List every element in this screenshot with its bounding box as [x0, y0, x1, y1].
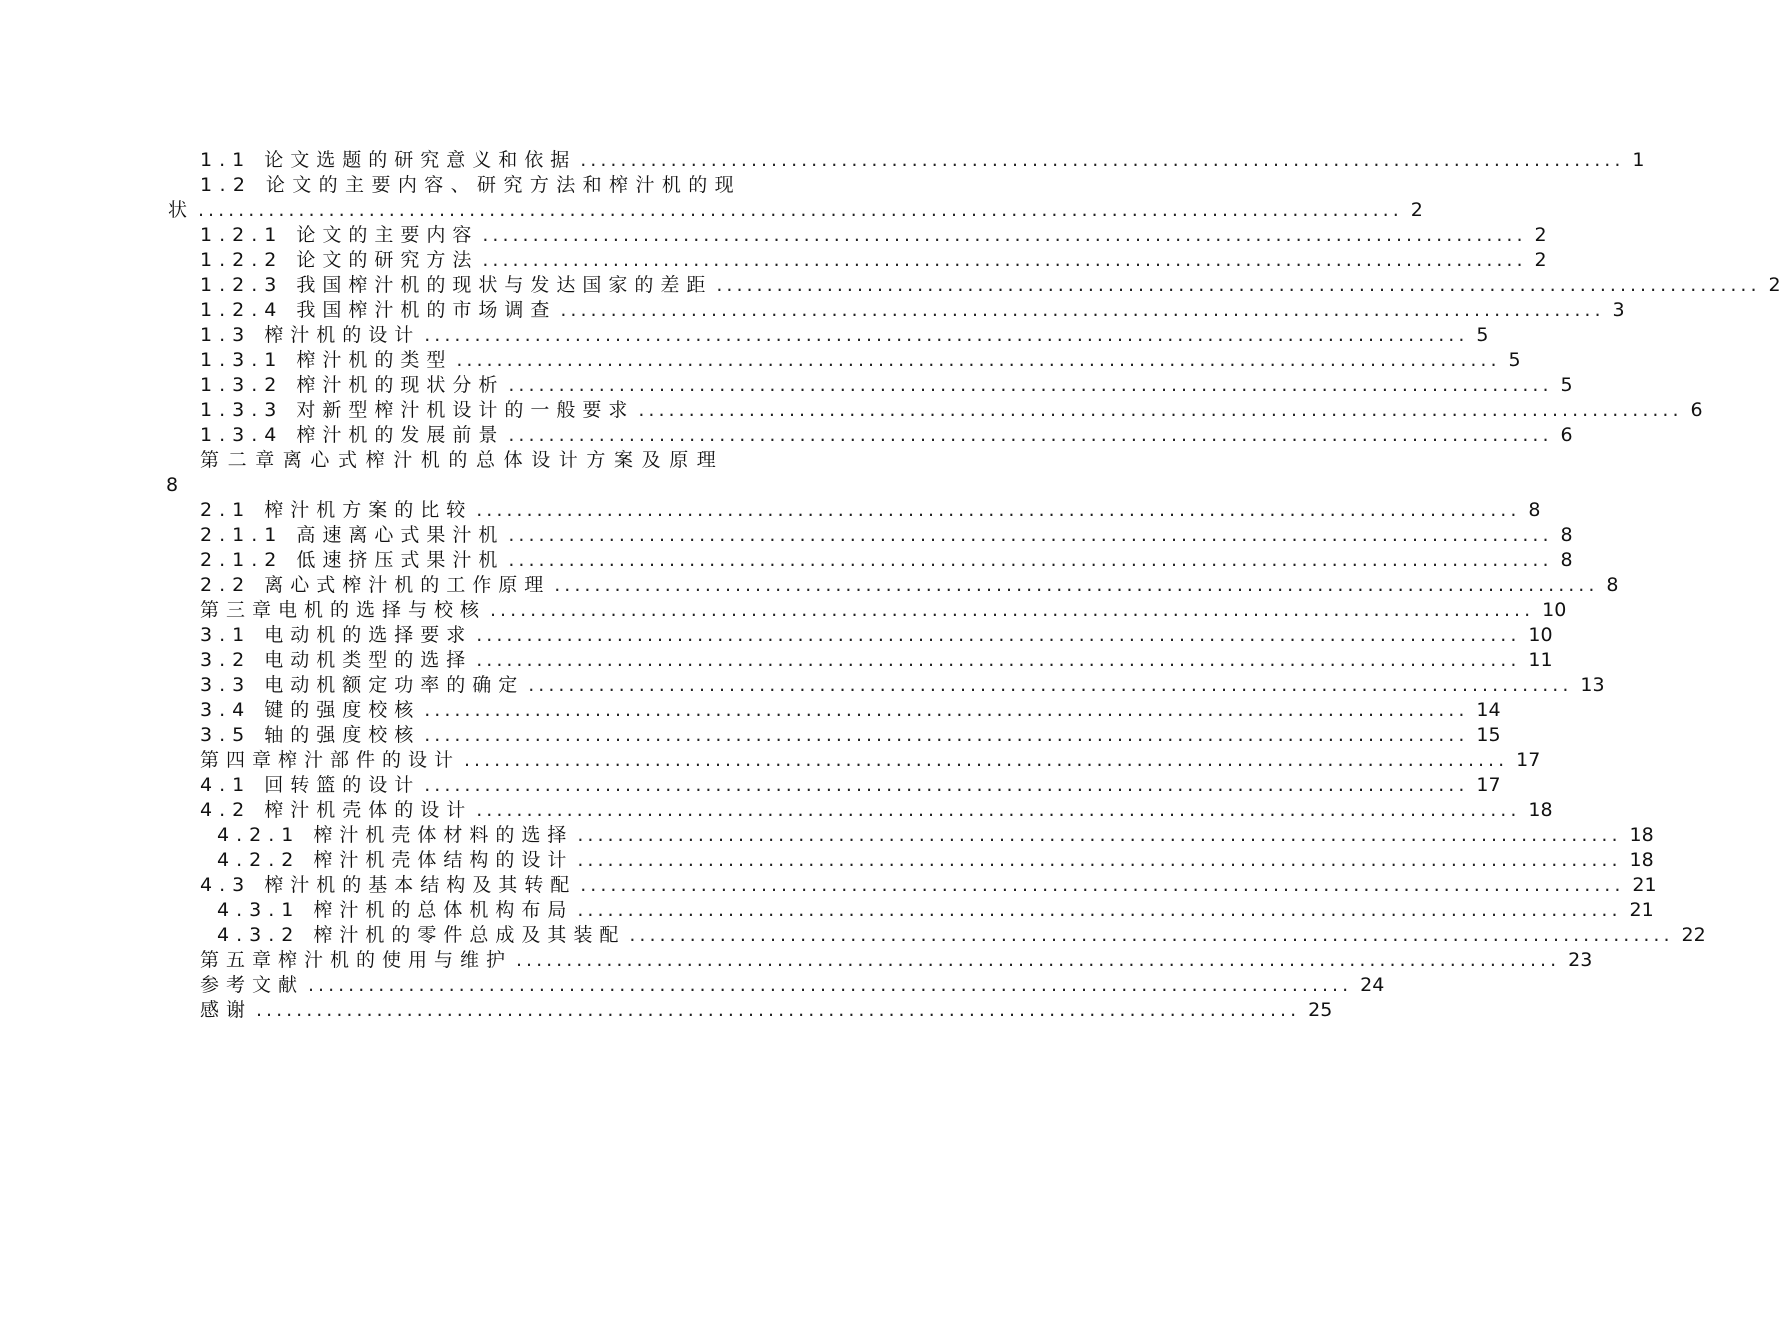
toc-entry[interactable] [200, 548, 1573, 573]
toc-entry[interactable] [200, 798, 1553, 823]
toc-entry[interactable] [200, 398, 1703, 423]
toc-leader-dots: ........................................................................................................ [476, 799, 1521, 821]
toc-leader-dots: ........................................................................................................ [424, 774, 1469, 796]
toc-entry[interactable] [200, 423, 1573, 448]
toc-entry[interactable] [200, 673, 1605, 698]
toc-entry-page: 8 [1528, 499, 1541, 521]
toc-entry-title: 1.2.4 我国榨汁机的市场调查 [200, 299, 557, 321]
toc-entry-title: 第三章电机的选择与校核 [200, 599, 487, 621]
toc-leader-dots: ........................................................................................................ [476, 649, 1521, 671]
toc-entry-title: 4.3.2 榨汁机的零件总成及其装配 [217, 924, 626, 946]
toc-entry[interactable] [200, 623, 1553, 648]
toc-entry-title: 2.1.1 高速离心式果汁机 [200, 524, 505, 546]
toc-entry-page: 22 [1681, 924, 1706, 946]
toc-leader-dots: ........................................................................................................ [560, 299, 1605, 321]
toc-leader-dots: ........................................................................................................ [629, 924, 1674, 946]
toc-entry[interactable] [217, 848, 1654, 873]
toc-leader-dots: ........................................................................................................ [464, 749, 1509, 771]
toc-entry-page: 6 [1560, 424, 1573, 446]
toc-entry[interactable] [200, 973, 1385, 998]
toc-entry-title: 1.1 论文选题的研究意义和依据 [200, 149, 577, 171]
toc-entry-title: 第二章离心式榨汁机的总体设计方案及原理 [200, 449, 725, 471]
toc-entry-page: 8 [1560, 549, 1573, 571]
toc-entry-title: 2.1 榨汁机方案的比较 [200, 499, 473, 521]
toc-entry-page: 3 [1612, 299, 1625, 321]
toc-entry[interactable] [200, 573, 1619, 598]
toc-entry[interactable] [200, 748, 1541, 773]
toc-entry[interactable] [200, 648, 1553, 673]
toc-entry-title: 1.3 榨汁机的设计 [200, 324, 421, 346]
toc-entry[interactable] [168, 198, 1423, 223]
toc-entry-page: 17 [1516, 749, 1541, 771]
toc-entry[interactable] [217, 923, 1706, 948]
toc-entry-page: 2 [1534, 249, 1547, 271]
toc-leader-dots: ........................................................................................................ [424, 699, 1469, 721]
toc-entry-title: 1.3.3 对新型榨汁机设计的一般要求 [200, 399, 635, 421]
toc-entry-title: 2.2 离心式榨汁机的工作原理 [200, 574, 551, 596]
toc-entry-title: 2.1.2 低速挤压式果汁机 [200, 549, 505, 571]
toc-entry-title: 状 [168, 199, 195, 221]
toc-entry-page: 2 [1410, 199, 1423, 221]
toc-entry-page: 2 [1534, 224, 1547, 246]
toc-leader-dots: ........................................................................................................ [577, 899, 1622, 921]
toc-entry-title: 3.4 键的强度校核 [200, 699, 421, 721]
toc-leader-dots: ........................................................................................................ [508, 524, 1553, 546]
toc-entry-page: 18 [1528, 799, 1553, 821]
toc-entry[interactable] [217, 898, 1654, 923]
toc-entry-title: 1.2.1 论文的主要内容 [200, 224, 479, 246]
toc-entry-title: 4.2.1 榨汁机壳体材料的选择 [217, 824, 574, 846]
toc-leader-dots: ........................................................................................................ [580, 149, 1625, 171]
toc-entry-title: 1.2.3 我国榨汁机的现状与发达国家的差距 [200, 274, 713, 296]
toc-entry[interactable] [200, 873, 1657, 898]
toc-leader-dots: ........................................................................................................ [424, 724, 1469, 746]
toc-entry-page: 8 [1560, 524, 1573, 546]
toc-leader-dots: ........................................................................................................ [508, 424, 1553, 446]
toc-entry-title: 4.2.2 榨汁机壳体结构的设计 [217, 849, 574, 871]
toc-entry-title: 1.3.2 榨汁机的现状分析 [200, 374, 505, 396]
toc-leader-dots: ........................................................................................................................ [198, 199, 1403, 221]
toc-leader-dots: ........................................................................................................ [476, 499, 1521, 521]
toc-entry-title: 4.3.1 榨汁机的总体机构布局 [217, 899, 574, 921]
toc-leader-dots: ........................................................................................................ [476, 624, 1521, 646]
toc-entry-title: 感谢 [200, 999, 253, 1021]
toc-entry[interactable] [200, 298, 1625, 323]
toc-entry-title: 1.3.1 榨汁机的类型 [200, 349, 453, 371]
toc-entry-wrapped-first-line[interactable] [200, 173, 848, 198]
toc-entry-page: 18 [1629, 824, 1654, 846]
toc-entry-page: 8 [1606, 574, 1619, 596]
toc-leader-dots: ........................................................................................................ [554, 574, 1599, 596]
toc-entry-page: 13 [1580, 674, 1605, 696]
toc-leader-dots: ........................................................................................................ [716, 274, 1761, 296]
toc-entry-title: 4.2 榨汁机壳体的设计 [200, 799, 473, 821]
toc-entry[interactable] [200, 348, 1521, 373]
toc-entry-title: 第四章榨汁部件的设计 [200, 749, 461, 771]
toc-leader-dots: ........................................................................................................ [638, 399, 1683, 421]
toc-leader-dots: ........................................................................................................ [577, 824, 1622, 846]
toc-leader-dots: ........................................................................................................ [577, 849, 1622, 871]
toc-entry[interactable] [200, 248, 1547, 273]
toc-entry-page: 21 [1629, 899, 1654, 921]
toc-leader-dots: ........................................................................................................ [528, 674, 1573, 696]
toc-leader-dots: ........................................................................................................ [456, 349, 1501, 371]
toc-entry-page: 5 [1560, 374, 1573, 396]
toc-entry-page: 1 [1632, 149, 1645, 171]
toc-entry[interactable] [217, 823, 1654, 848]
toc-entry-page: 10 [1528, 624, 1553, 646]
toc-entry-page: 23 [1568, 949, 1593, 971]
toc-entry[interactable] [200, 223, 1547, 248]
toc-entry-title: 1.3.4 榨汁机的发展前景 [200, 424, 505, 446]
toc-entry-page: 14 [1476, 699, 1501, 721]
toc-entry-page: 18 [1629, 849, 1654, 871]
toc-entry[interactable] [200, 998, 1333, 1023]
toc-entry-page: 5 [1508, 349, 1521, 371]
toc-entry[interactable] [200, 773, 1501, 798]
toc-leader-dots: ........................................................................................................ [580, 874, 1625, 896]
toc-entry[interactable] [200, 498, 1541, 523]
toc-entry-page: 2 [1768, 274, 1781, 296]
toc-entry-page: 6 [1690, 399, 1703, 421]
toc-entry-page: 24 [1360, 974, 1385, 996]
toc-leader-dots: ........................................................................................................ [508, 374, 1553, 396]
toc-leader-dots: ........................................................................................................ [256, 999, 1301, 1021]
toc-entry[interactable] [200, 148, 1645, 173]
toc-entry[interactable] [200, 948, 1593, 973]
toc-entry[interactable] [200, 373, 1573, 398]
toc-entry-title: 3.1 电动机的选择要求 [200, 624, 473, 646]
toc-entry-title: 参考文献 [200, 974, 305, 996]
toc-entry-title: 3.2 电动机类型的选择 [200, 649, 473, 671]
toc-entry-title: 第五章榨汁机的使用与维护 [200, 949, 513, 971]
toc-leader-dots: ........................................................................................................ [424, 324, 1469, 346]
toc-entry-page: 5 [1476, 324, 1489, 346]
toc-chapter-wrapped-first-line[interactable] [200, 448, 848, 473]
toc-entry-title: 3.3 电动机额定功率的确定 [200, 674, 525, 696]
toc-leader-dots: ........................................................................................................ [490, 599, 1535, 621]
toc-entry[interactable] [200, 723, 1501, 748]
toc-entry-title: 1.2 论文的主要内容、研究方法和榨汁机的现 [200, 174, 742, 196]
toc-leader-dots: ........................................................................................................ [482, 224, 1527, 246]
toc-entry-title: 4.1 回转篮的设计 [200, 774, 421, 796]
toc-entry[interactable] [200, 523, 1573, 548]
toc-entry[interactable] [200, 273, 1781, 298]
toc-entry[interactable] [200, 598, 1567, 623]
toc-entry[interactable] [200, 323, 1489, 348]
toc-entry-page: 11 [1528, 649, 1553, 671]
toc-leader-dots: ........................................................................................................ [482, 249, 1527, 271]
toc-leader-dots: ........................................................................................................ [508, 549, 1553, 571]
toc-entry-title: 3.5 轴的强度校核 [200, 724, 421, 746]
toc-entry-title: 4.3 榨汁机的基本结构及其转配 [200, 874, 577, 896]
toc-entry-page: 15 [1476, 724, 1501, 746]
toc-entry-page: 17 [1476, 774, 1501, 796]
toc-entry-page: 25 [1308, 999, 1333, 1021]
toc-leader-dots: ........................................................................................................ [308, 974, 1353, 996]
toc-entry-page[interactable]: 8 [166, 474, 179, 496]
toc-entry-page: 21 [1632, 874, 1657, 896]
toc-leader-dots: ........................................................................................................ [516, 949, 1561, 971]
toc-entry-page: 10 [1542, 599, 1567, 621]
toc-entry-title: 1.2.2 论文的研究方法 [200, 249, 479, 271]
toc-entry[interactable] [200, 698, 1501, 723]
